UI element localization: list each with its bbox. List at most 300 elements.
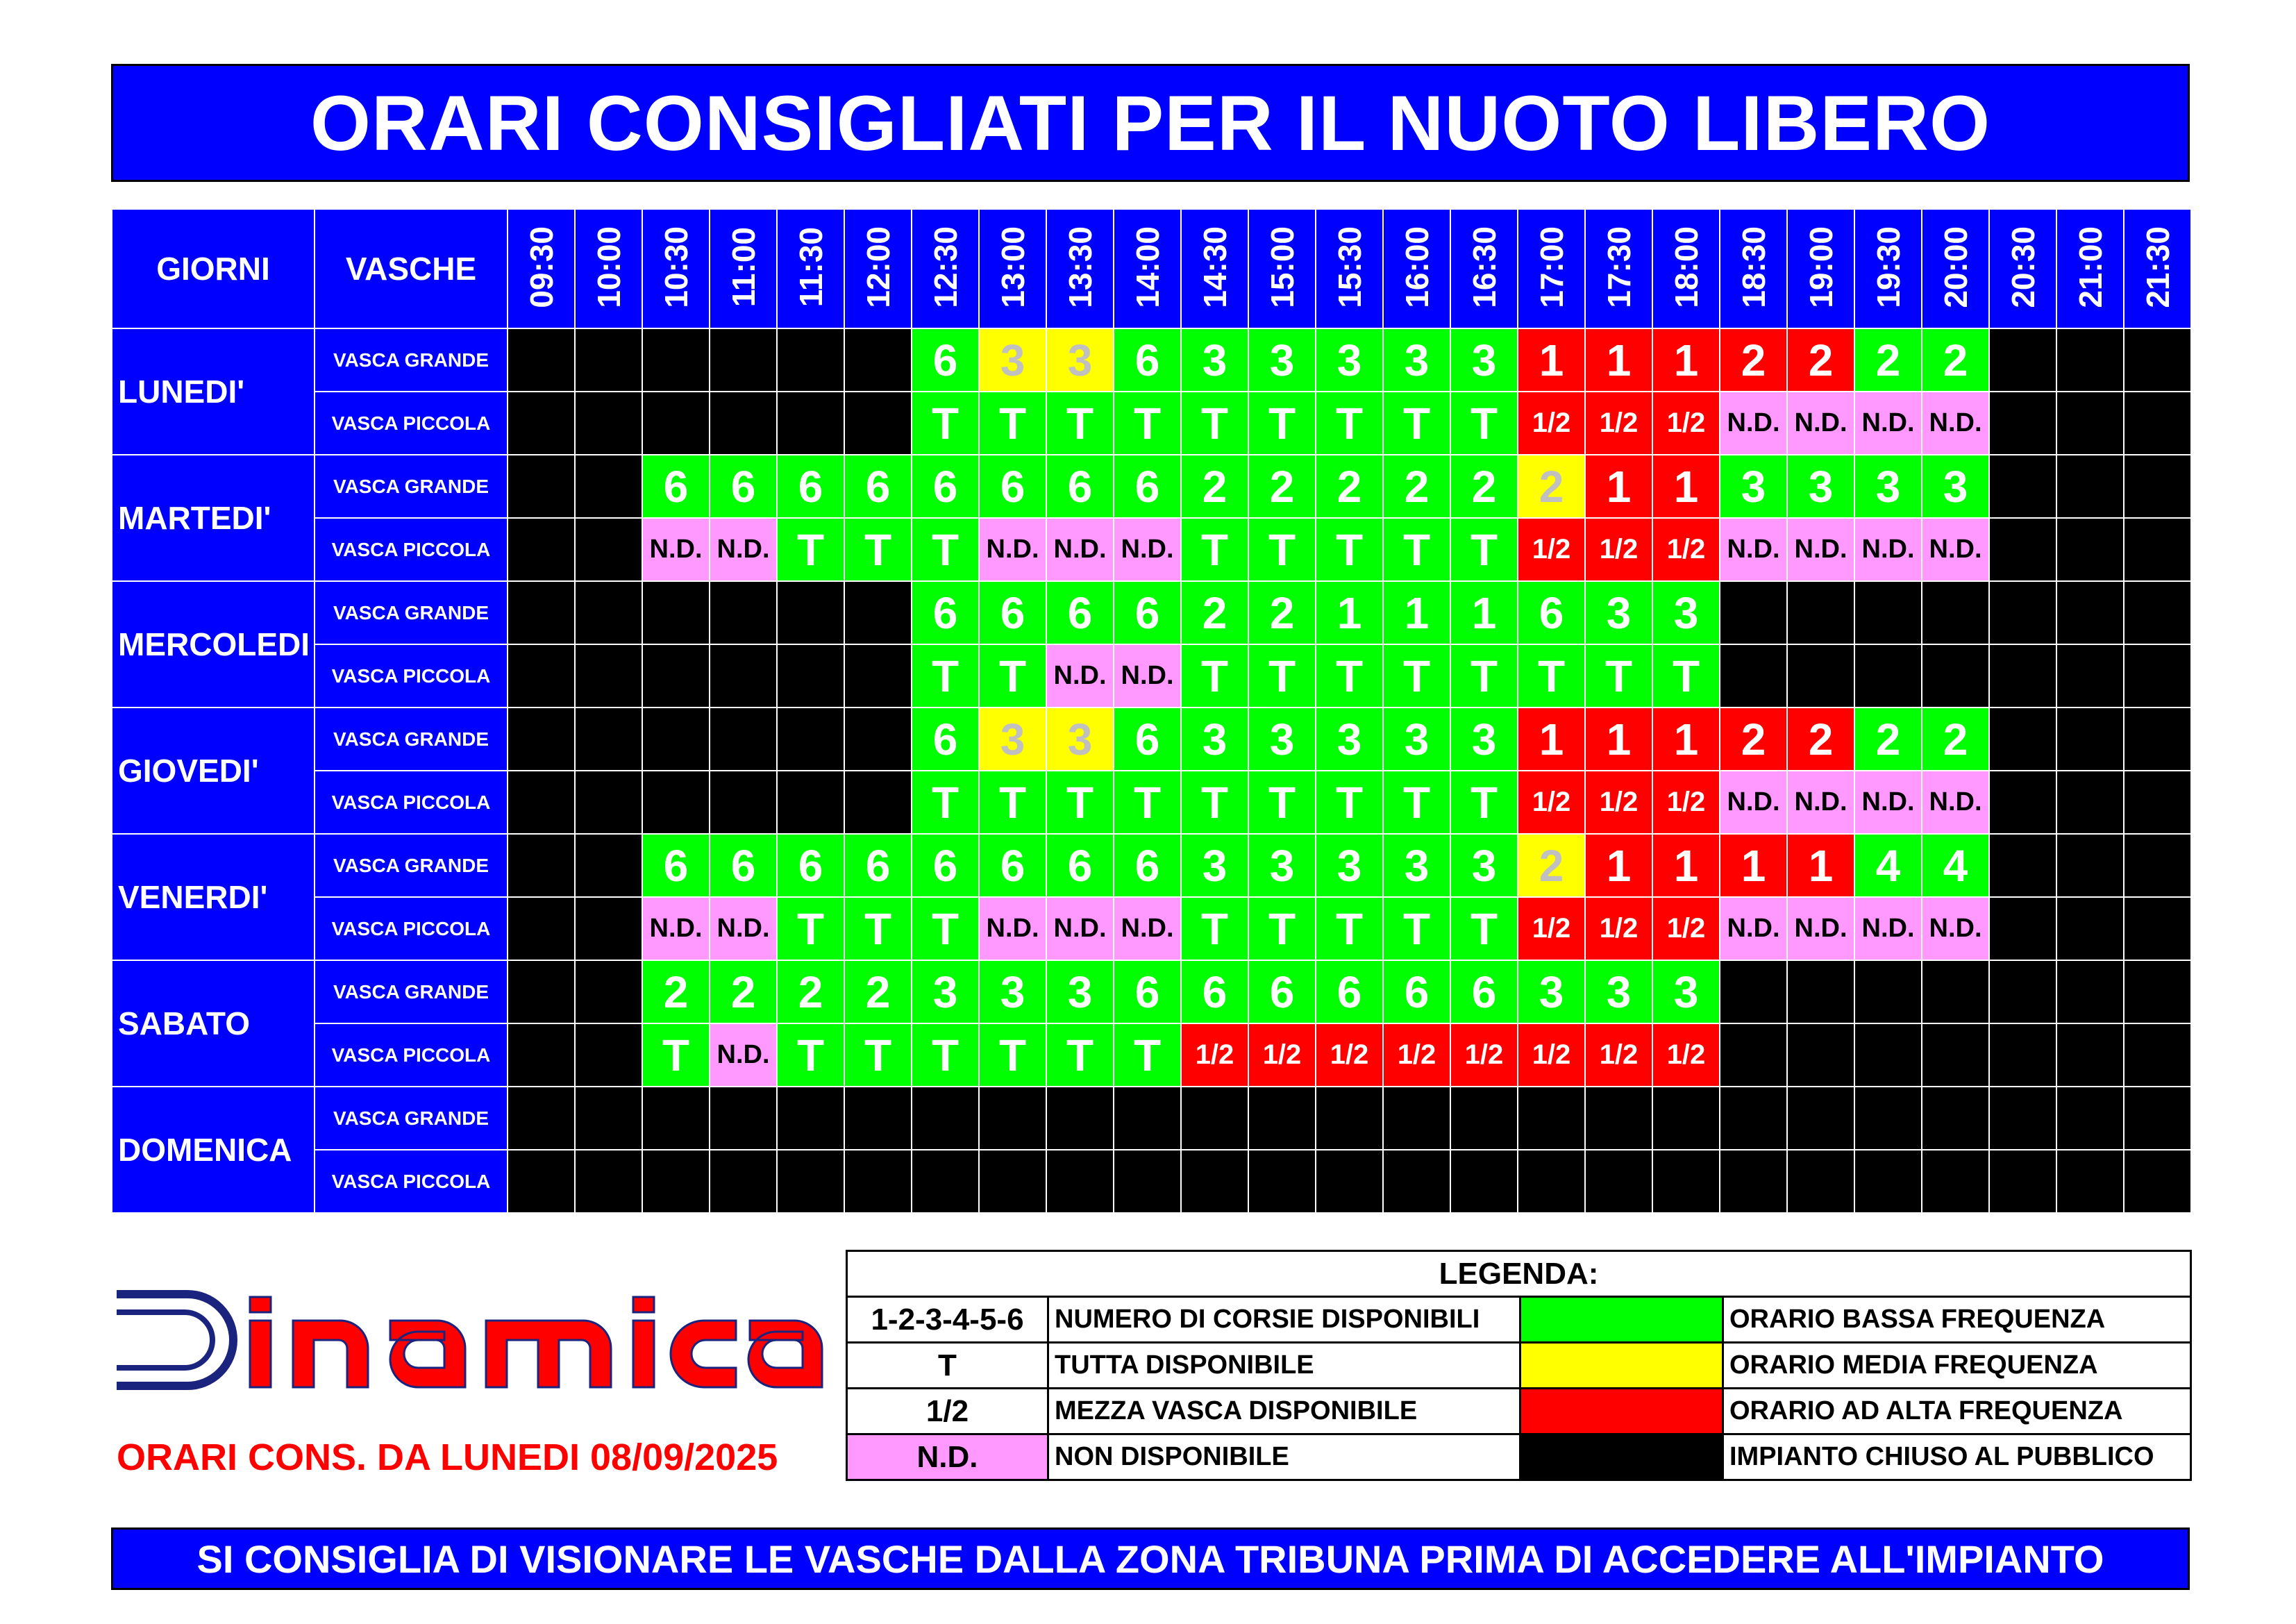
time-header: 12:00 bbox=[844, 209, 912, 328]
schedule-cell bbox=[1854, 897, 1922, 960]
legend-desc-nd: NON DISPONIBILE bbox=[1048, 1434, 1520, 1480]
schedule-cell bbox=[1316, 518, 1383, 581]
cell-value: 1 bbox=[1673, 714, 1699, 764]
cell-value: 6 bbox=[663, 461, 689, 512]
schedule-row bbox=[112, 581, 2191, 644]
schedule-cell bbox=[912, 960, 979, 1023]
schedule-cell bbox=[1585, 1087, 1652, 1150]
schedule-cell bbox=[1248, 708, 1316, 771]
legend-desc-lanes: NUMERO DI CORSIE DISPONIBILI bbox=[1048, 1297, 1520, 1343]
cell-value: N.D. bbox=[1861, 408, 1915, 437]
schedule-cell bbox=[844, 581, 912, 644]
cell-value: 6 bbox=[1067, 461, 1093, 512]
schedule-cell bbox=[1720, 644, 1787, 708]
cell-value: T bbox=[796, 1030, 825, 1080]
schedule-cell bbox=[777, 328, 844, 392]
schedule-cell bbox=[1518, 1150, 1585, 1213]
schedule-cell bbox=[1720, 1023, 1787, 1087]
schedule-cell bbox=[1383, 392, 1450, 455]
schedule-cell bbox=[1114, 1087, 1181, 1150]
schedule-cell bbox=[1383, 1150, 1450, 1213]
schedule-cell bbox=[1114, 455, 1181, 518]
schedule-cell bbox=[1518, 834, 1585, 897]
schedule-cell bbox=[1652, 897, 1720, 960]
schedule-cell bbox=[642, 328, 710, 392]
schedule-cell bbox=[710, 897, 777, 960]
schedule-cell bbox=[1922, 834, 1989, 897]
schedule-cell bbox=[1652, 708, 1720, 771]
schedule-cell bbox=[642, 581, 710, 644]
time-header: 09:30 bbox=[508, 209, 575, 328]
schedule-cell bbox=[1316, 1087, 1383, 1150]
schedule-cell bbox=[575, 328, 642, 392]
schedule-cell bbox=[1450, 834, 1518, 897]
cell-value: T bbox=[1402, 524, 1431, 575]
cell-value: 3 bbox=[1067, 335, 1093, 385]
schedule-cell bbox=[1922, 581, 1989, 644]
cell-value: 3 bbox=[1067, 966, 1093, 1017]
schedule-cell bbox=[1787, 518, 1854, 581]
schedule-cell bbox=[508, 581, 575, 644]
cell-value: N.D. bbox=[1929, 535, 1982, 564]
schedule-cell bbox=[844, 455, 912, 518]
schedule-cell bbox=[1316, 581, 1383, 644]
schedule-cell bbox=[642, 1087, 710, 1150]
schedule-row bbox=[112, 708, 2191, 771]
cell-value: 3 bbox=[1606, 966, 1632, 1017]
schedule-cell bbox=[1450, 708, 1518, 771]
schedule-cell bbox=[2124, 834, 2191, 897]
schedule-cell bbox=[1854, 581, 1922, 644]
cell-value: 6 bbox=[1000, 587, 1025, 638]
schedule-cell bbox=[1720, 518, 1787, 581]
cell-value: 1/2 bbox=[1599, 1039, 1639, 1070]
cell-value: 3 bbox=[1202, 714, 1227, 764]
schedule-cell bbox=[979, 771, 1046, 834]
schedule-row bbox=[112, 392, 2191, 455]
schedule-cell bbox=[1922, 1087, 1989, 1150]
time-header: 15:00 bbox=[1248, 209, 1316, 328]
schedule-cell bbox=[1383, 518, 1450, 581]
schedule-cell bbox=[1181, 455, 1248, 518]
cell-value: 3 bbox=[1606, 587, 1632, 638]
cell-value: 3 bbox=[1269, 714, 1295, 764]
cell-value: N.D. bbox=[1121, 535, 1174, 564]
schedule-cell bbox=[1114, 644, 1181, 708]
cell-value: T bbox=[1470, 651, 1498, 701]
cell-value: N.D. bbox=[1929, 787, 1982, 817]
schedule-cell bbox=[1181, 1150, 1248, 1213]
cell-value: 6 bbox=[1269, 966, 1295, 1017]
schedule-cell bbox=[912, 1087, 979, 1150]
cell-value: T bbox=[1604, 651, 1633, 701]
pools-header: VASCHE bbox=[315, 209, 508, 328]
schedule-cell bbox=[575, 392, 642, 455]
schedule-cell bbox=[1383, 581, 1450, 644]
schedule-cell bbox=[1652, 518, 1720, 581]
schedule-cell bbox=[1114, 708, 1181, 771]
schedule-cell bbox=[912, 1150, 979, 1213]
schedule-cell bbox=[710, 771, 777, 834]
schedule-cell bbox=[979, 1087, 1046, 1150]
schedule-cell bbox=[1046, 392, 1114, 455]
cell-value: T bbox=[1268, 398, 1296, 449]
schedule-cell bbox=[1450, 960, 1518, 1023]
schedule-cell bbox=[1652, 960, 1720, 1023]
schedule-cell bbox=[1114, 518, 1181, 581]
schedule-cell bbox=[1652, 1150, 1720, 1213]
schedule-cell bbox=[1585, 455, 1652, 518]
schedule-cell bbox=[979, 455, 1046, 518]
cell-value: N.D. bbox=[1794, 535, 1847, 564]
schedule-cell bbox=[1854, 771, 1922, 834]
legend-desc-t: TUTTA DISPONIBILE bbox=[1048, 1343, 1520, 1389]
schedule-cell bbox=[1585, 581, 1652, 644]
schedule-cell bbox=[1854, 328, 1922, 392]
cell-value: 3 bbox=[1202, 840, 1227, 891]
cell-value: 1/2 bbox=[1599, 913, 1639, 944]
pool-label: VASCA PICCOLA bbox=[315, 518, 508, 581]
cell-value: T bbox=[931, 398, 960, 449]
cell-value: 1 bbox=[1404, 587, 1430, 638]
schedule-cell bbox=[710, 1023, 777, 1087]
cell-value: 3 bbox=[1269, 840, 1295, 891]
schedule-row bbox=[112, 960, 2191, 1023]
day-label: SABATO bbox=[112, 960, 315, 1087]
schedule-cell bbox=[1720, 960, 1787, 1023]
cell-value: 1 bbox=[1606, 840, 1632, 891]
cell-value: 3 bbox=[1471, 335, 1497, 385]
schedule-cell bbox=[642, 455, 710, 518]
schedule-cell bbox=[1652, 581, 1720, 644]
schedule-cell bbox=[1854, 392, 1922, 455]
schedule-cell bbox=[1248, 960, 1316, 1023]
schedule-cell bbox=[912, 834, 979, 897]
time-header: 11:00 bbox=[710, 209, 777, 328]
cell-value: 2 bbox=[1202, 587, 1227, 638]
cell-value: 2 bbox=[1741, 714, 1766, 764]
schedule-cell bbox=[844, 771, 912, 834]
cell-value: 6 bbox=[1404, 966, 1430, 1017]
schedule-cell bbox=[1383, 708, 1450, 771]
cell-value: 1 bbox=[1471, 587, 1497, 638]
schedule-cell bbox=[1181, 518, 1248, 581]
time-header: 19:00 bbox=[1787, 209, 1854, 328]
schedule-cell bbox=[844, 708, 912, 771]
cell-value: 4 bbox=[1943, 840, 1968, 891]
schedule-cell bbox=[1989, 897, 2056, 960]
validity-date: ORARI CONS. DA LUNEDI 08/09/2025 bbox=[117, 1437, 778, 1478]
pool-label: VASCA GRANDE bbox=[315, 455, 508, 518]
schedule-cell bbox=[2056, 1087, 2124, 1150]
cell-value: 3 bbox=[1673, 966, 1699, 1017]
schedule-cell bbox=[575, 834, 642, 897]
cell-value: 3 bbox=[1404, 335, 1430, 385]
schedule-cell bbox=[1383, 960, 1450, 1023]
cell-value: T bbox=[1672, 651, 1700, 701]
schedule-cell bbox=[1585, 960, 1652, 1023]
cell-value: 1/2 bbox=[1532, 408, 1571, 438]
schedule-cell bbox=[777, 644, 844, 708]
cell-value: N.D. bbox=[649, 914, 703, 943]
pool-label: VASCA GRANDE bbox=[315, 708, 508, 771]
schedule-cell bbox=[1787, 328, 1854, 392]
schedule-cell bbox=[1518, 581, 1585, 644]
cell-value: 6 bbox=[1134, 461, 1160, 512]
cell-value: 3 bbox=[1404, 840, 1430, 891]
cell-value: N.D. bbox=[1053, 914, 1107, 943]
schedule-table bbox=[111, 208, 2192, 1214]
cell-value: T bbox=[1066, 398, 1094, 449]
cell-value: 2 bbox=[798, 966, 823, 1017]
cell-value: 6 bbox=[1336, 966, 1362, 1017]
schedule-cell bbox=[979, 644, 1046, 708]
cell-value: 3 bbox=[1336, 335, 1362, 385]
schedule-cell bbox=[1787, 392, 1854, 455]
cell-value: N.D. bbox=[1121, 914, 1174, 943]
pool-label: VASCA PICCOLA bbox=[315, 897, 508, 960]
pool-label: VASCA GRANDE bbox=[315, 328, 508, 392]
schedule-cell bbox=[642, 897, 710, 960]
page-title: ORARI CONSIGLIATI PER IL NUOTO LIBERO bbox=[111, 64, 2190, 182]
schedule-cell bbox=[777, 834, 844, 897]
schedule-cell bbox=[508, 1150, 575, 1213]
schedule-cell bbox=[1450, 644, 1518, 708]
cell-value: T bbox=[998, 1030, 1027, 1080]
time-header: 10:30 bbox=[642, 209, 710, 328]
schedule-cell bbox=[1720, 771, 1787, 834]
schedule-cell bbox=[1720, 328, 1787, 392]
schedule-cell bbox=[1114, 960, 1181, 1023]
schedule-cell bbox=[1383, 1023, 1450, 1087]
schedule-cell bbox=[1046, 518, 1114, 581]
schedule-cell bbox=[979, 392, 1046, 455]
schedule-row bbox=[112, 834, 2191, 897]
schedule-cell bbox=[1114, 771, 1181, 834]
legend-swatch-green bbox=[1520, 1297, 1723, 1343]
schedule-cell bbox=[1585, 1023, 1652, 1087]
pool-label: VASCA PICCOLA bbox=[315, 771, 508, 834]
schedule-cell bbox=[1248, 328, 1316, 392]
schedule-cell bbox=[2124, 392, 2191, 455]
schedule-cell bbox=[2124, 328, 2191, 392]
schedule-cell bbox=[1450, 897, 1518, 960]
legend-swatch-yellow bbox=[1520, 1343, 1723, 1389]
schedule-cell bbox=[1518, 1023, 1585, 1087]
day-label: VENERDI' bbox=[112, 834, 315, 960]
time-header: 14:00 bbox=[1114, 209, 1181, 328]
time-header: 19:30 bbox=[1854, 209, 1922, 328]
pool-label: VASCA PICCOLA bbox=[315, 1150, 508, 1213]
schedule-cell bbox=[1114, 1150, 1181, 1213]
cell-value: T bbox=[998, 398, 1027, 449]
cell-value: 6 bbox=[1202, 966, 1227, 1017]
legend-table bbox=[846, 1250, 2192, 1481]
time-header: 18:00 bbox=[1652, 209, 1720, 328]
cell-value: 1/2 bbox=[1599, 534, 1639, 564]
schedule-cell bbox=[1585, 834, 1652, 897]
cell-value: T bbox=[1402, 398, 1431, 449]
schedule-cell bbox=[844, 1023, 912, 1087]
schedule-cell bbox=[1316, 1150, 1383, 1213]
cell-value: 6 bbox=[865, 840, 891, 891]
cell-value: N.D. bbox=[1861, 787, 1915, 817]
schedule-cell bbox=[1316, 455, 1383, 518]
schedule-cell bbox=[1585, 518, 1652, 581]
schedule-cell bbox=[1316, 897, 1383, 960]
cell-value: T bbox=[1470, 398, 1498, 449]
schedule-cell bbox=[1720, 581, 1787, 644]
schedule-cell bbox=[1854, 644, 1922, 708]
schedule-cell bbox=[1046, 960, 1114, 1023]
cell-value: T bbox=[1133, 398, 1162, 449]
schedule-cell bbox=[1450, 1150, 1518, 1213]
schedule-cell bbox=[1181, 392, 1248, 455]
pool-label: VASCA PICCOLA bbox=[315, 392, 508, 455]
cell-value: T bbox=[931, 903, 960, 954]
schedule-cell bbox=[2056, 834, 2124, 897]
cell-value: 2 bbox=[1539, 461, 1564, 512]
schedule-cell bbox=[2056, 771, 2124, 834]
schedule-cell bbox=[844, 897, 912, 960]
schedule-cell bbox=[508, 771, 575, 834]
schedule-cell bbox=[1787, 960, 1854, 1023]
cell-value: 6 bbox=[1134, 335, 1160, 385]
cell-value: 2 bbox=[1539, 840, 1564, 891]
schedule-cell bbox=[2124, 644, 2191, 708]
cell-value: T bbox=[1470, 524, 1498, 575]
cell-value: T bbox=[1268, 524, 1296, 575]
schedule-row bbox=[112, 1023, 2191, 1087]
schedule-cell bbox=[642, 1150, 710, 1213]
pool-label: VASCA GRANDE bbox=[315, 960, 508, 1023]
cell-value: 3 bbox=[1471, 714, 1497, 764]
schedule-cell bbox=[1989, 1150, 2056, 1213]
schedule-cell bbox=[1989, 834, 2056, 897]
cell-value: 3 bbox=[1336, 714, 1362, 764]
schedule-cell bbox=[1720, 708, 1787, 771]
schedule-cell bbox=[777, 1023, 844, 1087]
cell-value: 3 bbox=[1000, 335, 1025, 385]
cell-value: 3 bbox=[1000, 966, 1025, 1017]
schedule-cell bbox=[979, 834, 1046, 897]
cell-value: 3 bbox=[1539, 966, 1564, 1017]
cell-value: 6 bbox=[1134, 587, 1160, 638]
cell-value: T bbox=[1402, 651, 1431, 701]
time-header: 14:30 bbox=[1181, 209, 1248, 328]
schedule-cell bbox=[1854, 1150, 1922, 1213]
schedule-cell bbox=[1787, 897, 1854, 960]
schedule-cell bbox=[2124, 897, 2191, 960]
schedule-cell bbox=[1046, 1023, 1114, 1087]
schedule-cell bbox=[979, 328, 1046, 392]
cell-value: 6 bbox=[1471, 966, 1497, 1017]
legend-swatch-red bbox=[1520, 1389, 1723, 1434]
cell-value: 3 bbox=[1067, 714, 1093, 764]
cell-value: 1 bbox=[1808, 840, 1834, 891]
schedule-cell bbox=[642, 960, 710, 1023]
time-header: 20:30 bbox=[1989, 209, 2056, 328]
cell-value: T bbox=[796, 524, 825, 575]
schedule-cell bbox=[508, 960, 575, 1023]
schedule-cell bbox=[979, 518, 1046, 581]
cell-value: 1/2 bbox=[1599, 408, 1639, 438]
cell-value: N.D. bbox=[717, 914, 770, 943]
pool-label: VASCA GRANDE bbox=[315, 581, 508, 644]
schedule-cell bbox=[1316, 328, 1383, 392]
schedule-cell bbox=[2056, 518, 2124, 581]
cell-value: 6 bbox=[1134, 840, 1160, 891]
schedule-cell bbox=[1585, 644, 1652, 708]
schedule-cell bbox=[1383, 455, 1450, 518]
time-header: 21:30 bbox=[2124, 209, 2191, 328]
cell-value: 2 bbox=[663, 966, 689, 1017]
schedule-cell bbox=[1316, 1023, 1383, 1087]
schedule-cell bbox=[1922, 644, 1989, 708]
schedule-cell bbox=[1652, 1087, 1720, 1150]
schedule-cell bbox=[777, 897, 844, 960]
cell-value: T bbox=[1470, 903, 1498, 954]
schedule-cell bbox=[1585, 328, 1652, 392]
schedule-cell bbox=[912, 455, 979, 518]
cell-value: N.D. bbox=[1794, 914, 1847, 943]
schedule-cell bbox=[979, 708, 1046, 771]
time-header: 17:00 bbox=[1518, 209, 1585, 328]
schedule-cell bbox=[1787, 1087, 1854, 1150]
schedule-cell bbox=[1383, 897, 1450, 960]
cell-value: T bbox=[1268, 777, 1296, 828]
schedule-cell bbox=[1989, 1023, 2056, 1087]
cell-value: 2 bbox=[865, 966, 891, 1017]
schedule-cell bbox=[710, 581, 777, 644]
schedule-cell bbox=[1383, 771, 1450, 834]
schedule-cell bbox=[710, 328, 777, 392]
cell-value: N.D. bbox=[1929, 914, 1982, 943]
day-label: MERCOLEDI bbox=[112, 581, 315, 708]
legend-symbol-nd: N.D. bbox=[847, 1434, 1048, 1480]
schedule-cell bbox=[1316, 771, 1383, 834]
schedule-cell bbox=[508, 1023, 575, 1087]
schedule-cell bbox=[1787, 834, 1854, 897]
schedule-cell bbox=[1181, 897, 1248, 960]
cell-value: 6 bbox=[730, 840, 756, 891]
cell-value: 1/2 bbox=[1464, 1039, 1504, 1070]
schedule-cell bbox=[1989, 771, 2056, 834]
cell-value: N.D. bbox=[1794, 787, 1847, 817]
schedule-cell bbox=[1248, 455, 1316, 518]
cell-value: 1 bbox=[1336, 587, 1362, 638]
schedule-cell bbox=[1720, 392, 1787, 455]
schedule-cell bbox=[1720, 455, 1787, 518]
schedule-cell bbox=[1854, 708, 1922, 771]
schedule-cell bbox=[979, 1023, 1046, 1087]
schedule-cell bbox=[1383, 1087, 1450, 1150]
schedule-cell bbox=[1181, 1087, 1248, 1150]
schedule-cell bbox=[1922, 960, 1989, 1023]
schedule-cell bbox=[1450, 581, 1518, 644]
schedule-cell bbox=[2124, 708, 2191, 771]
cell-value: 6 bbox=[932, 461, 958, 512]
schedule-cell bbox=[844, 644, 912, 708]
day-label: DOMENICA bbox=[112, 1087, 315, 1213]
schedule-cell bbox=[1248, 897, 1316, 960]
cell-value: T bbox=[1470, 777, 1498, 828]
schedule-cell bbox=[844, 834, 912, 897]
schedule-cell bbox=[1787, 455, 1854, 518]
schedule-cell bbox=[1585, 708, 1652, 771]
schedule-cell bbox=[1854, 1087, 1922, 1150]
schedule-cell bbox=[979, 1150, 1046, 1213]
